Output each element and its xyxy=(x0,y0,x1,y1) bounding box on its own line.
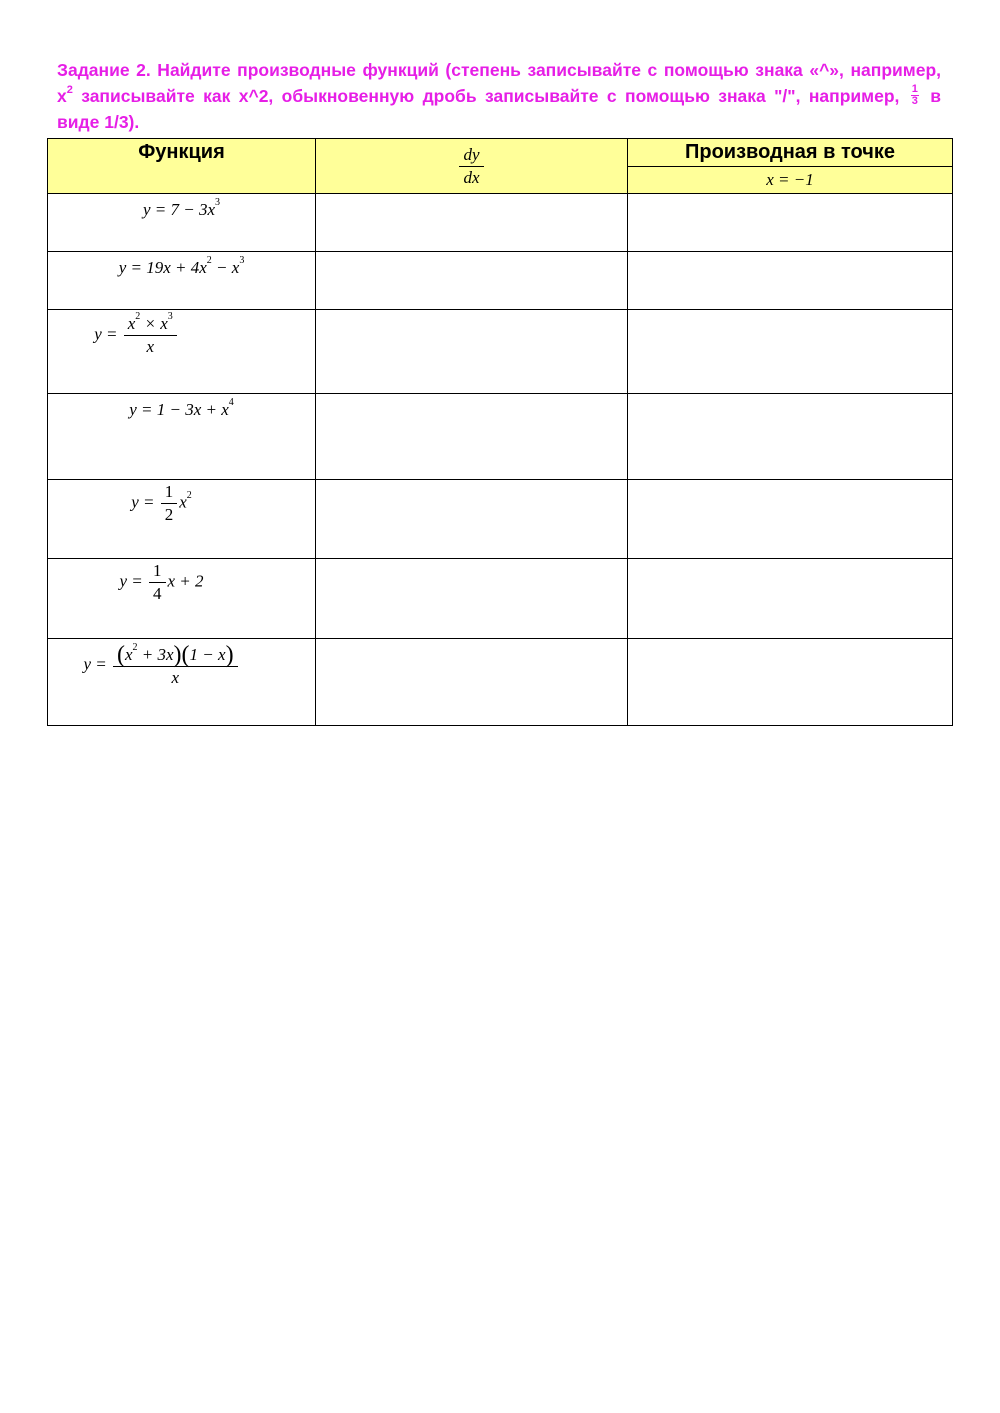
function-cell xyxy=(48,394,316,480)
task-instructions xyxy=(57,57,941,135)
point-value-label: x = −1 xyxy=(766,170,814,189)
derivatives-table xyxy=(47,138,953,726)
table-row xyxy=(48,639,953,726)
derivative-answer-cell[interactable] xyxy=(316,394,628,480)
header-function xyxy=(48,139,316,194)
point-answer-cell[interactable] xyxy=(628,310,953,394)
table-row xyxy=(48,480,953,559)
header-row-top xyxy=(48,139,953,167)
function-cell xyxy=(48,639,316,726)
function-cell xyxy=(48,194,316,252)
derivative-answer-cell[interactable] xyxy=(316,559,628,639)
derivative-answer-cell[interactable] xyxy=(316,194,628,252)
function-formula: $y = 1 - 3x + x^4$ xyxy=(129,397,234,419)
task-text-part2: записывайте как x^2, обыкновенную дробь записывайте с помощью знака "/", например, xyxy=(72,86,908,106)
table-row xyxy=(48,252,953,310)
function-formula: y = $\frac{1}{4}$ x + 2 xyxy=(119,561,204,603)
table-row xyxy=(48,559,953,639)
point-answer-cell[interactable] xyxy=(628,252,953,310)
header-point-label: Производная в точке xyxy=(685,141,895,163)
table-row xyxy=(48,394,953,480)
function-formula: $y = 19x + 4x^2 - x^3$ xyxy=(118,255,245,277)
derivative-answer-cell[interactable] xyxy=(316,310,628,394)
task-text-part3: в виде 1/3). xyxy=(57,86,942,132)
task-fraction-numerator: 1 xyxy=(911,82,918,95)
header-function-label: Функция xyxy=(138,141,225,163)
derivative-answer-cell[interactable] xyxy=(316,480,628,559)
function-formula: $y = 7 - 3x^3$ xyxy=(142,197,221,219)
function-cell xyxy=(48,559,316,639)
task-exponent: 2 xyxy=(66,84,73,97)
header-derivative xyxy=(316,139,628,194)
function-formula: y = $\frac{1}{2}$ $x^2$ xyxy=(131,482,192,524)
derivative-answer-cell[interactable] xyxy=(316,639,628,726)
point-answer-cell[interactable] xyxy=(628,559,953,639)
function-cell xyxy=(48,480,316,559)
task-example-fraction xyxy=(911,84,919,107)
function-formula: y = $\frac{(x^2 + 3x)(1 - x)}{x}$ xyxy=(48,639,315,688)
dy-label: dy xyxy=(459,145,483,167)
point-answer-cell[interactable] xyxy=(628,639,953,726)
table-row xyxy=(48,310,953,394)
derivative-answer-cell[interactable] xyxy=(316,252,628,310)
function-cell xyxy=(48,310,316,394)
dy-dx-fraction xyxy=(459,145,483,188)
task-fraction-denominator: 3 xyxy=(911,94,918,107)
header-point-derivative xyxy=(628,139,953,167)
point-answer-cell[interactable] xyxy=(628,194,953,252)
function-cell xyxy=(48,252,316,310)
function-formula: y = $\frac{x^2 \times x^3}{x}$ xyxy=(48,310,315,357)
header-point-value xyxy=(628,167,953,194)
point-answer-cell[interactable] xyxy=(628,394,953,480)
dx-label: dx xyxy=(463,167,480,187)
table-row xyxy=(48,194,953,252)
task-text-part1: Задание 2. Найдите производные функций (степень записывайте с помощью знака «^», например, x xyxy=(57,60,941,106)
point-answer-cell[interactable] xyxy=(628,480,953,559)
formula-fraction: $\frac{(x^2 + 3x)(1 - x)}{x}$ xyxy=(113,643,238,688)
formula-fraction: $\frac{x^2 \times x^3}{x}$ xyxy=(124,314,177,357)
